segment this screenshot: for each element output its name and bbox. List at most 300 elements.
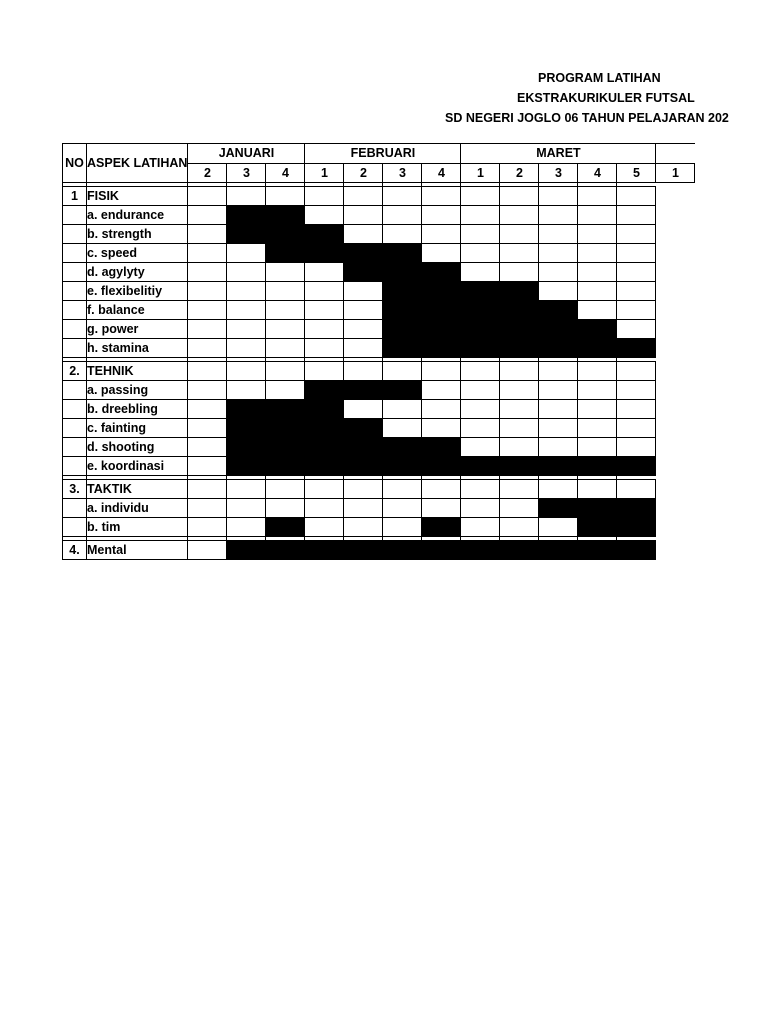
aspek-header: ASPEK LATIHAN xyxy=(87,144,188,183)
section-row xyxy=(63,362,695,381)
aspect-label: b. dreebling xyxy=(87,400,188,419)
schedule-cell xyxy=(578,187,617,206)
schedule-cell xyxy=(617,244,656,263)
schedule-cell xyxy=(539,282,578,301)
aspect-number xyxy=(63,339,87,358)
schedule-cell-extra xyxy=(656,499,695,518)
schedule-cell xyxy=(344,518,383,537)
month-header: JANUARI xyxy=(188,144,305,164)
schedule-cell xyxy=(227,244,266,263)
schedule-cell-active xyxy=(266,244,305,263)
schedule-cell-active xyxy=(305,381,344,400)
aspect-number xyxy=(63,225,87,244)
schedule-cell xyxy=(188,263,227,282)
aspect-number xyxy=(63,320,87,339)
aspect-row xyxy=(63,263,695,282)
aspect-label: b. tim xyxy=(87,518,188,537)
schedule-cell-active xyxy=(461,301,500,320)
schedule-cell xyxy=(539,187,578,206)
no-header: NO xyxy=(63,144,87,183)
schedule-cell-active xyxy=(227,206,266,225)
week-header: 5 xyxy=(617,164,656,183)
header-row-months xyxy=(63,144,695,164)
schedule-cell-extra xyxy=(656,419,695,438)
schedule-cell xyxy=(383,480,422,499)
schedule-cell xyxy=(578,301,617,320)
aspect-row xyxy=(63,244,695,263)
schedule-cell xyxy=(461,225,500,244)
aspect-row xyxy=(63,206,695,225)
schedule-cell xyxy=(305,301,344,320)
schedule-cell xyxy=(227,339,266,358)
schedule-cell xyxy=(500,206,539,225)
aspect-number xyxy=(63,518,87,537)
aspect-number xyxy=(63,282,87,301)
schedule-cell-extra xyxy=(656,225,695,244)
aspect-row xyxy=(63,457,695,476)
week-header: 3 xyxy=(227,164,266,183)
schedule-cell-extra xyxy=(656,457,695,476)
schedule-cell xyxy=(461,206,500,225)
schedule-cell-active xyxy=(266,457,305,476)
schedule-cell xyxy=(188,438,227,457)
schedule-cell xyxy=(539,244,578,263)
schedule-cell-active xyxy=(227,457,266,476)
schedule-cell xyxy=(188,457,227,476)
week-header: 2 xyxy=(188,164,227,183)
schedule-cell-active xyxy=(344,244,383,263)
schedule-cell-active xyxy=(578,457,617,476)
schedule-cell xyxy=(305,518,344,537)
schedule-cell xyxy=(383,499,422,518)
schedule-cell-active xyxy=(422,263,461,282)
schedule-cell-active xyxy=(422,518,461,537)
schedule-cell-active xyxy=(305,438,344,457)
aspect-number xyxy=(63,457,87,476)
schedule-cell-active xyxy=(461,339,500,358)
schedule-cell xyxy=(227,301,266,320)
section-name: Mental xyxy=(87,541,188,560)
schedule-cell xyxy=(617,301,656,320)
schedule-cell xyxy=(188,339,227,358)
schedule-cell xyxy=(617,320,656,339)
aspect-row xyxy=(63,339,695,358)
schedule-cell-active xyxy=(266,206,305,225)
schedule-cell xyxy=(539,438,578,457)
schedule-cell-active xyxy=(266,438,305,457)
schedule-cell xyxy=(461,499,500,518)
schedule-cell-active xyxy=(266,400,305,419)
schedule-cell xyxy=(578,400,617,419)
schedule-cell-active xyxy=(617,499,656,518)
training-schedule-table xyxy=(62,143,695,560)
schedule-cell-active xyxy=(539,301,578,320)
aspect-row xyxy=(63,381,695,400)
aspect-label: d. agylyty xyxy=(87,263,188,282)
schedule-cell xyxy=(539,263,578,282)
schedule-cell-active xyxy=(305,400,344,419)
aspect-label: a. endurance xyxy=(87,206,188,225)
schedule-cell xyxy=(344,499,383,518)
aspect-label: g. power xyxy=(87,320,188,339)
schedule-cell-active xyxy=(227,541,266,560)
schedule-cell-extra xyxy=(656,320,695,339)
week-header: 4 xyxy=(266,164,305,183)
aspect-row xyxy=(63,225,695,244)
schedule-cell xyxy=(227,480,266,499)
aspect-row xyxy=(63,438,695,457)
schedule-cell-active xyxy=(500,457,539,476)
schedule-cell-active xyxy=(227,225,266,244)
schedule-cell xyxy=(344,400,383,419)
schedule-cell-active xyxy=(578,339,617,358)
schedule-cell-active xyxy=(344,419,383,438)
schedule-cell-extra xyxy=(656,438,695,457)
schedule-cell xyxy=(500,499,539,518)
schedule-cell xyxy=(305,499,344,518)
schedule-cell xyxy=(617,206,656,225)
schedule-cell-active xyxy=(500,541,539,560)
schedule-cell xyxy=(422,206,461,225)
schedule-cell xyxy=(266,263,305,282)
schedule-cell xyxy=(539,381,578,400)
aspect-label: e. koordinasi xyxy=(87,457,188,476)
schedule-cell xyxy=(539,480,578,499)
schedule-cell xyxy=(539,362,578,381)
month-header: FEBRUARI xyxy=(305,144,461,164)
schedule-cell xyxy=(305,206,344,225)
schedule-cell xyxy=(578,438,617,457)
aspect-number xyxy=(63,438,87,457)
schedule-cell-active xyxy=(383,320,422,339)
schedule-cell-active xyxy=(227,438,266,457)
schedule-cell-active xyxy=(578,499,617,518)
schedule-cell xyxy=(578,480,617,499)
schedule-cell-active xyxy=(578,541,617,560)
schedule-cell-extra xyxy=(656,400,695,419)
schedule-cell-active xyxy=(422,301,461,320)
schedule-cell-active xyxy=(383,282,422,301)
schedule-cell-active xyxy=(422,282,461,301)
schedule-cell-active xyxy=(344,263,383,282)
schedule-cell xyxy=(578,362,617,381)
schedule-cell xyxy=(617,480,656,499)
aspect-row xyxy=(63,282,695,301)
schedule-cell-active xyxy=(344,457,383,476)
title-line-3: SD NEGERI JOGLO 06 TAHUN PELAJARAN 202 xyxy=(445,111,729,125)
schedule-cell xyxy=(539,518,578,537)
aspect-number xyxy=(63,244,87,263)
schedule-cell-active xyxy=(383,381,422,400)
schedule-cell-active xyxy=(539,499,578,518)
section-row xyxy=(63,541,695,560)
schedule-cell xyxy=(500,362,539,381)
schedule-cell xyxy=(578,206,617,225)
schedule-cell xyxy=(500,225,539,244)
schedule-cell xyxy=(188,419,227,438)
aspect-row xyxy=(63,320,695,339)
title-line-2: EKSTRAKURIKULER FUTSAL xyxy=(517,91,695,105)
schedule-cell xyxy=(578,282,617,301)
schedule-cell xyxy=(188,381,227,400)
aspect-number xyxy=(63,400,87,419)
schedule-cell-active xyxy=(539,339,578,358)
schedule-cell xyxy=(500,518,539,537)
schedule-cell xyxy=(617,438,656,457)
aspect-number xyxy=(63,301,87,320)
schedule-cell xyxy=(461,362,500,381)
schedule-cell-active xyxy=(305,457,344,476)
schedule-cell xyxy=(617,362,656,381)
schedule-cell xyxy=(188,480,227,499)
schedule-cell xyxy=(305,339,344,358)
schedule-cell xyxy=(383,206,422,225)
schedule-cell xyxy=(266,282,305,301)
schedule-cell xyxy=(500,400,539,419)
schedule-cell xyxy=(422,362,461,381)
schedule-cell xyxy=(617,282,656,301)
schedule-cell xyxy=(305,187,344,206)
schedule-cell xyxy=(188,362,227,381)
schedule-cell xyxy=(305,320,344,339)
schedule-cell xyxy=(500,438,539,457)
schedule-cell xyxy=(500,419,539,438)
schedule-cell-extra xyxy=(656,339,695,358)
section-row xyxy=(63,480,695,499)
aspect-label: a. individu xyxy=(87,499,188,518)
title-line-1: PROGRAM LATIHAN xyxy=(538,71,661,85)
schedule-cell xyxy=(188,320,227,339)
schedule-cell-extra xyxy=(656,282,695,301)
schedule-cell-active xyxy=(617,339,656,358)
month-header xyxy=(656,144,695,164)
schedule-cell xyxy=(383,362,422,381)
schedule-cell-active xyxy=(500,339,539,358)
schedule-cell-active xyxy=(305,541,344,560)
aspect-label: a. passing xyxy=(87,381,188,400)
schedule-cell xyxy=(422,244,461,263)
schedule-cell-active xyxy=(344,438,383,457)
schedule-cell-extra xyxy=(656,518,695,537)
schedule-cell xyxy=(500,480,539,499)
schedule-cell xyxy=(305,362,344,381)
schedule-cell xyxy=(578,244,617,263)
week-header: 4 xyxy=(422,164,461,183)
schedule-cell-active xyxy=(305,225,344,244)
schedule-cell xyxy=(227,282,266,301)
schedule-cell xyxy=(578,419,617,438)
aspect-row xyxy=(63,301,695,320)
schedule-cell xyxy=(266,362,305,381)
week-header: 1 xyxy=(305,164,344,183)
schedule-cell xyxy=(500,381,539,400)
schedule-cell-active xyxy=(383,339,422,358)
schedule-cell xyxy=(617,400,656,419)
schedule-cell-active xyxy=(266,541,305,560)
schedule-cell xyxy=(344,320,383,339)
schedule-cell xyxy=(383,225,422,244)
aspect-number xyxy=(63,499,87,518)
schedule-cell xyxy=(461,480,500,499)
aspect-number xyxy=(63,381,87,400)
schedule-cell-active xyxy=(500,301,539,320)
schedule-cell xyxy=(422,225,461,244)
schedule-cell xyxy=(227,187,266,206)
schedule-cell xyxy=(266,381,305,400)
schedule-cell-active xyxy=(305,419,344,438)
section-number: 3. xyxy=(63,480,87,499)
schedule-cell xyxy=(500,187,539,206)
schedule-cell xyxy=(344,225,383,244)
schedule-cell xyxy=(266,187,305,206)
schedule-cell-active xyxy=(578,320,617,339)
schedule-cell-active xyxy=(500,320,539,339)
schedule-cell-active xyxy=(422,457,461,476)
schedule-cell xyxy=(617,419,656,438)
schedule-cell xyxy=(344,187,383,206)
schedule-cell xyxy=(617,263,656,282)
schedule-cell-active xyxy=(344,541,383,560)
aspect-row xyxy=(63,499,695,518)
schedule-cell-active xyxy=(422,541,461,560)
schedule-cell-extra xyxy=(656,206,695,225)
aspect-number xyxy=(63,419,87,438)
schedule-cell xyxy=(461,400,500,419)
schedule-cell xyxy=(461,381,500,400)
week-header: 2 xyxy=(344,164,383,183)
week-header: 2 xyxy=(500,164,539,183)
aspect-label: c. fainting xyxy=(87,419,188,438)
section-number: 2. xyxy=(63,362,87,381)
schedule-cell xyxy=(188,225,227,244)
aspect-row xyxy=(63,400,695,419)
schedule-cell xyxy=(227,381,266,400)
schedule-cell xyxy=(344,362,383,381)
schedule-cell xyxy=(539,225,578,244)
aspect-label: e. flexibelitiy xyxy=(87,282,188,301)
schedule-cell xyxy=(266,339,305,358)
week-header: 3 xyxy=(539,164,578,183)
schedule-cell xyxy=(188,400,227,419)
schedule-cell-active xyxy=(422,339,461,358)
schedule-cell xyxy=(422,187,461,206)
schedule-cell xyxy=(461,263,500,282)
schedule-cell-active xyxy=(461,282,500,301)
aspect-label: d. shooting xyxy=(87,438,188,457)
schedule-cell xyxy=(539,206,578,225)
schedule-cell xyxy=(617,225,656,244)
schedule-cell xyxy=(539,400,578,419)
schedule-cell-active xyxy=(539,457,578,476)
schedule-cell-active xyxy=(383,301,422,320)
schedule-cell-active xyxy=(578,518,617,537)
schedule-cell xyxy=(578,381,617,400)
schedule-cell xyxy=(578,263,617,282)
schedule-cell-active xyxy=(266,419,305,438)
aspect-row xyxy=(63,419,695,438)
section-number: 1 xyxy=(63,187,87,206)
section-name: FISIK xyxy=(87,187,188,206)
schedule-cell xyxy=(617,187,656,206)
schedule-cell-extra xyxy=(656,301,695,320)
schedule-cell xyxy=(422,499,461,518)
week-header: 4 xyxy=(578,164,617,183)
schedule-cell-active xyxy=(344,381,383,400)
schedule-cell-active xyxy=(383,541,422,560)
schedule-cell xyxy=(383,400,422,419)
schedule-cell-active xyxy=(227,400,266,419)
schedule-cell-extra xyxy=(656,263,695,282)
schedule-cell xyxy=(422,480,461,499)
aspect-label: c. speed xyxy=(87,244,188,263)
schedule-cell xyxy=(500,244,539,263)
aspect-number xyxy=(63,263,87,282)
schedule-cell xyxy=(344,282,383,301)
schedule-cell-extra xyxy=(656,541,695,560)
schedule-cell xyxy=(227,518,266,537)
schedule-cell xyxy=(305,282,344,301)
schedule-cell xyxy=(266,499,305,518)
week-header: 1 xyxy=(656,164,695,183)
month-header: MARET xyxy=(461,144,656,164)
schedule-cell xyxy=(188,301,227,320)
schedule-cell-active xyxy=(266,225,305,244)
schedule-cell xyxy=(266,301,305,320)
section-number: 4. xyxy=(63,541,87,560)
schedule-cell xyxy=(305,480,344,499)
schedule-cell-active xyxy=(539,541,578,560)
schedule-cell xyxy=(266,320,305,339)
aspect-row xyxy=(63,518,695,537)
schedule-cell xyxy=(383,187,422,206)
schedule-cell-active xyxy=(227,419,266,438)
section-name: TEHNIK xyxy=(87,362,188,381)
schedule-cell-active xyxy=(383,438,422,457)
schedule-cell xyxy=(227,362,266,381)
aspect-label: f. balance xyxy=(87,301,188,320)
schedule-cell xyxy=(422,381,461,400)
schedule-cell xyxy=(266,480,305,499)
schedule-cell xyxy=(188,541,227,560)
schedule-cell-active xyxy=(539,320,578,339)
schedule-cell xyxy=(383,518,422,537)
schedule-cell xyxy=(188,244,227,263)
schedule-cell-active xyxy=(422,320,461,339)
schedule-cell-active xyxy=(383,263,422,282)
schedule-cell xyxy=(461,438,500,457)
aspect-number xyxy=(63,206,87,225)
schedule-cell-active xyxy=(305,244,344,263)
schedule-cell xyxy=(383,419,422,438)
schedule-cell-active xyxy=(422,438,461,457)
schedule-cell-active xyxy=(617,541,656,560)
schedule-cell-active xyxy=(461,541,500,560)
schedule-cell-active xyxy=(500,282,539,301)
schedule-cell xyxy=(344,301,383,320)
schedule-cell-active xyxy=(383,457,422,476)
schedule-cell xyxy=(227,499,266,518)
schedule-cell xyxy=(227,320,266,339)
schedule-cell-active xyxy=(266,518,305,537)
schedule-cell-extra xyxy=(656,381,695,400)
schedule-cell xyxy=(461,187,500,206)
schedule-cell xyxy=(617,381,656,400)
schedule-cell xyxy=(344,480,383,499)
schedule-cell xyxy=(188,206,227,225)
schedule-cell xyxy=(188,499,227,518)
schedule-cell-active xyxy=(617,457,656,476)
schedule-cell xyxy=(344,339,383,358)
